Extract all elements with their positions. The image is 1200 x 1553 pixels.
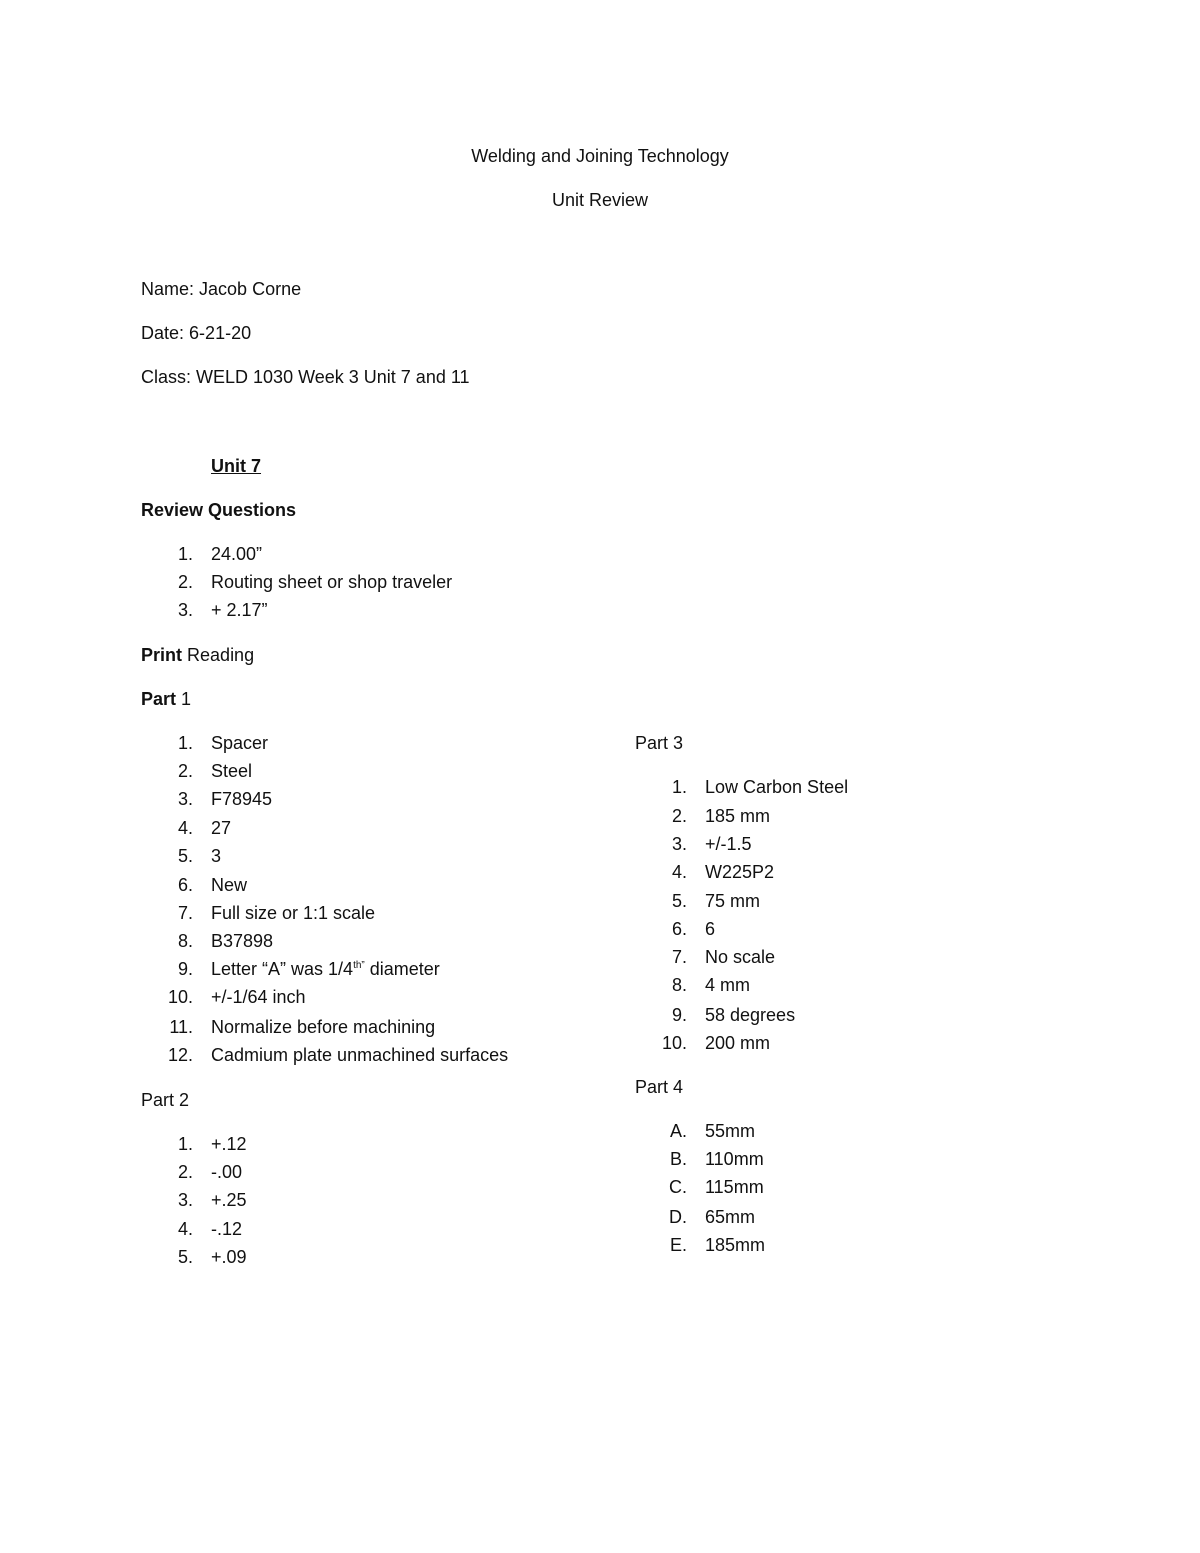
name-label: Name: xyxy=(141,279,195,299)
class-label: Class: xyxy=(141,367,192,387)
name-value: Jacob Corne xyxy=(199,279,302,299)
review-questions-heading: Review Questions xyxy=(141,500,297,520)
name-line xyxy=(141,278,301,300)
part1-list: 1. Spacer 2. Steel 3. F78945 4. 27 5. 3 6. New 7. Full size or 1:1 scale 8. B37898 9. Letter “A” was $1/4^{th”}$ diameter 10. +/-1/64 inch 11. Normalize before machining 12. Cadmium plate unmachined surfaces xyxy=(167,733,509,1065)
part2-heading: Part 2 xyxy=(141,1090,190,1110)
part3-heading: Part 3 xyxy=(635,733,684,753)
date-value: 6-21-20 xyxy=(189,323,252,343)
date-label: Date: xyxy=(141,323,185,343)
document-title: Welding and Joining Technology xyxy=(471,146,729,166)
part4-list: A. 55mm B. 110mm C. 115mm D. 65mm E. 185mm xyxy=(669,1121,766,1255)
class-line xyxy=(141,366,470,388)
review-list: 1. 24.00” 2. Routing sheet or shop traveler 3. + 2.17” xyxy=(177,544,453,620)
part1-heading: Part 1 xyxy=(141,689,192,709)
date-line xyxy=(141,322,251,344)
document-subtitle: Unit Review xyxy=(551,190,649,210)
part2-list: 1. +.12 2. -.00 3. +.25 4. -.12 5. +.09 xyxy=(177,1134,247,1267)
class-value: WELD 1030 Week 3 Unit 7 and 11 xyxy=(196,367,470,387)
unit-heading: Unit 7 xyxy=(211,456,262,476)
part4-heading: Part 4 xyxy=(635,1077,684,1097)
print-reading-heading: Print Reading xyxy=(141,645,255,665)
part3-list: 1. Low Carbon Steel 2. 185 mm 3. +/-1.5 4. W225P2 5. 75 mm 6. 6 7. No scale 8. 4 mm 9. 58 degrees 10. 200 mm xyxy=(661,777,849,1053)
